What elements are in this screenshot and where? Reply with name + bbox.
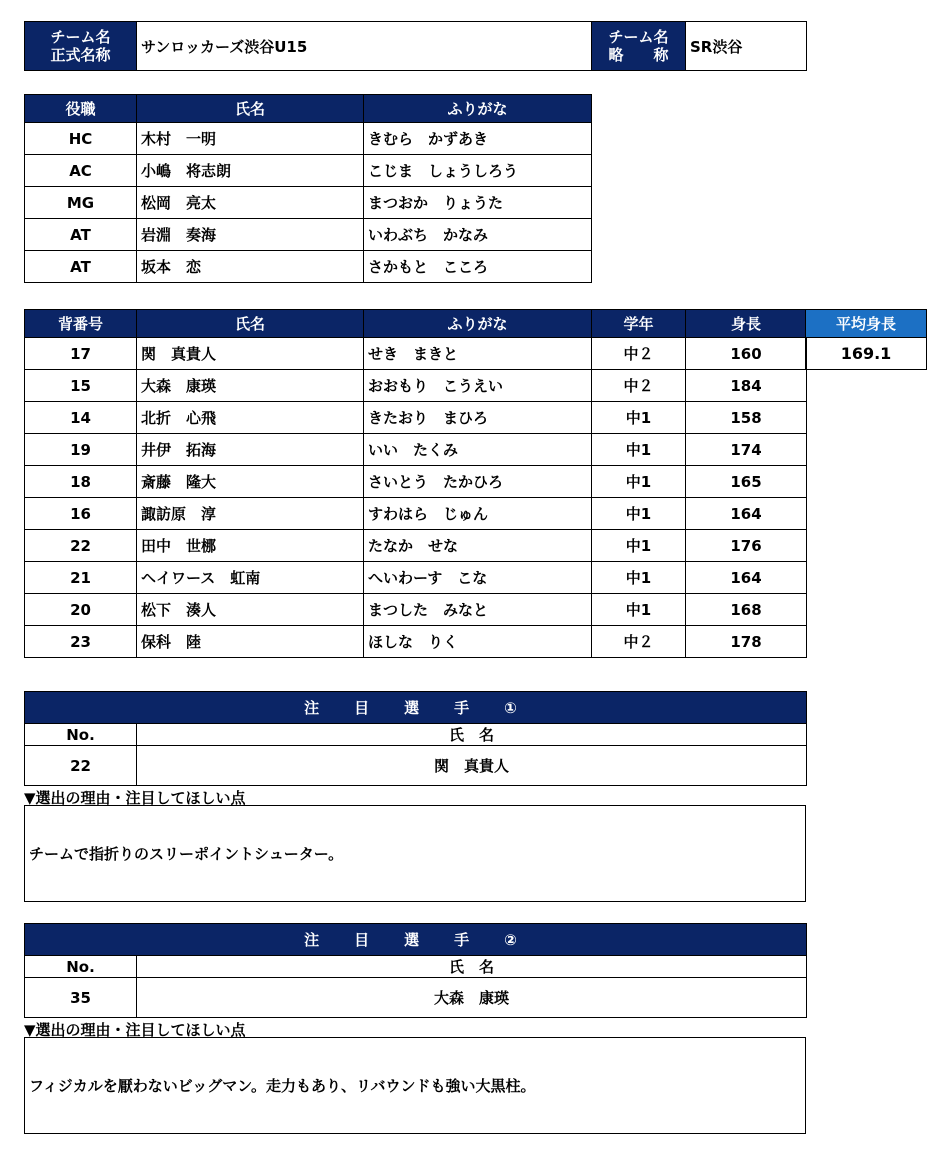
player-name: 保科 陸 (137, 626, 364, 658)
staff-role: AC (25, 155, 137, 187)
table-row (25, 626, 807, 658)
table-row (25, 338, 807, 370)
official-name-label: チーム名 正式名称 (25, 22, 137, 71)
staff-header-name: 氏名 (137, 95, 364, 123)
table-row (25, 562, 807, 594)
player-grade: 中1 (592, 594, 686, 626)
player-kana: おおもり こうえい (364, 370, 592, 402)
player-header-height: 身長 (686, 310, 807, 338)
player-kana: さいとう たかひろ (364, 466, 592, 498)
player-height: 178 (686, 626, 807, 658)
table-row (25, 251, 592, 283)
player-grade: 中1 (592, 466, 686, 498)
player-kana: すわはら じゅん (364, 498, 592, 530)
player-name: 北折 心飛 (137, 402, 364, 434)
featured-player-1-name: 関 真貴人 (137, 746, 807, 786)
staff-header-kana: ふりがな (364, 95, 592, 123)
player-name: 田中 世梛 (137, 530, 364, 562)
player-kana: ほしな りく (364, 626, 592, 658)
player-number: 15 (25, 370, 137, 402)
staff-role: HC (25, 123, 137, 155)
player-grade: 中1 (592, 498, 686, 530)
table-row (25, 370, 807, 402)
player-grade: 中２ (592, 626, 686, 658)
player-number: 21 (25, 562, 137, 594)
player-grade: 中1 (592, 530, 686, 562)
player-name: 大森 康瑛 (137, 370, 364, 402)
player-number: 22 (25, 530, 137, 562)
player-kana: きたおり まひろ (364, 402, 592, 434)
player-name: 井伊 拓海 (137, 434, 364, 466)
player-kana: へいわーす こな (364, 562, 592, 594)
staff-name: 岩淵 奏海 (137, 219, 364, 251)
player-name: 諏訪原 淳 (137, 498, 364, 530)
staff-kana: こじま しょうしろう (364, 155, 592, 187)
staff-table (24, 94, 592, 283)
featured-player-1-table (24, 691, 807, 786)
average-height-label: 平均身長 (806, 310, 927, 338)
player-height: 164 (686, 498, 807, 530)
staff-name: 木村 一明 (137, 123, 364, 155)
staff-name: 坂本 恋 (137, 251, 364, 283)
featured-player-2-no-label: No. (25, 956, 137, 978)
player-number: 16 (25, 498, 137, 530)
featured-player-2-reason-label: ▼選出の理由・注目してほしい点 (24, 1021, 246, 1039)
player-table (24, 309, 807, 658)
player-height: 158 (686, 402, 807, 434)
player-name: 関 真貴人 (137, 338, 364, 370)
player-number: 20 (25, 594, 137, 626)
player-height: 168 (686, 594, 807, 626)
featured-player-2-name: 大森 康瑛 (137, 978, 807, 1018)
staff-name: 小嶋 将志朗 (137, 155, 364, 187)
team-name-table (24, 21, 807, 71)
player-height: 176 (686, 530, 807, 562)
player-grade: 中２ (592, 338, 686, 370)
staff-kana: きむら かずあき (364, 123, 592, 155)
player-number: 23 (25, 626, 137, 658)
staff-role: MG (25, 187, 137, 219)
staff-role: AT (25, 219, 137, 251)
featured-player-1-number: 22 (25, 746, 137, 786)
player-height: 174 (686, 434, 807, 466)
table-row (25, 155, 592, 187)
featured-player-1-no-label: No. (25, 724, 137, 746)
player-grade: 中1 (592, 434, 686, 466)
short-name-value: SR渋谷 (686, 22, 807, 71)
staff-kana: いわぶち かなみ (364, 219, 592, 251)
player-number: 18 (25, 466, 137, 498)
featured-player-2-reason-box (24, 1037, 806, 1134)
player-grade: 中1 (592, 562, 686, 594)
featured-player-1-reason-label: ▼選出の理由・注目してほしい点 (24, 789, 246, 807)
player-kana: まつした みなと (364, 594, 592, 626)
player-header-grade: 学年 (592, 310, 686, 338)
player-height: 164 (686, 562, 807, 594)
featured-player-1-reason-box (24, 805, 806, 902)
featured-player-2-reason: フィジカルを厭わないビッグマン。走力もあり、リバウンドも強い大黒柱。 (29, 1077, 536, 1095)
player-height: 184 (686, 370, 807, 402)
staff-header-role: 役職 (25, 95, 137, 123)
featured-player-2-number: 35 (25, 978, 137, 1018)
table-row (25, 187, 592, 219)
staff-kana: さかもと こころ (364, 251, 592, 283)
player-kana: いい たくみ (364, 434, 592, 466)
player-header-kana: ふりがな (364, 310, 592, 338)
featured-player-1-reason: チームで指折りのスリーポイントシューター。 (29, 845, 344, 863)
featured-player-2-table (24, 923, 807, 1018)
table-row (25, 434, 807, 466)
player-height: 160 (686, 338, 807, 370)
player-number: 14 (25, 402, 137, 434)
player-height: 165 (686, 466, 807, 498)
table-row (25, 466, 807, 498)
featured-player-1-title: 注 目 選 手 ① (25, 692, 807, 724)
featured-player-2-title: 注 目 選 手 ② (25, 924, 807, 956)
player-kana: せき まきと (364, 338, 592, 370)
player-header-number: 背番号 (25, 310, 137, 338)
staff-role: AT (25, 251, 137, 283)
table-row (25, 219, 592, 251)
table-row (25, 498, 807, 530)
player-name: 松下 湊人 (137, 594, 364, 626)
player-number: 19 (25, 434, 137, 466)
player-grade: 中２ (592, 370, 686, 402)
featured-player-1-name-label: 氏 名 (137, 724, 807, 746)
short-name-label: チーム名 略 称 (592, 22, 686, 71)
table-row (25, 594, 807, 626)
featured-player-2-name-label: 氏 名 (137, 956, 807, 978)
player-number: 17 (25, 338, 137, 370)
player-name: ヘイワース 虹南 (137, 562, 364, 594)
table-row (25, 402, 807, 434)
official-name-value: サンロッカーズ渋谷U15 (137, 22, 592, 71)
table-row (25, 530, 807, 562)
staff-name: 松岡 亮太 (137, 187, 364, 219)
player-name: 斎藤 隆大 (137, 466, 364, 498)
player-header-name: 氏名 (137, 310, 364, 338)
table-row (25, 123, 592, 155)
average-height-value: 169.1 (806, 338, 927, 370)
average-height-box (805, 309, 927, 370)
staff-kana: まつおか りょうた (364, 187, 592, 219)
player-kana: たなか せな (364, 530, 592, 562)
player-grade: 中1 (592, 402, 686, 434)
